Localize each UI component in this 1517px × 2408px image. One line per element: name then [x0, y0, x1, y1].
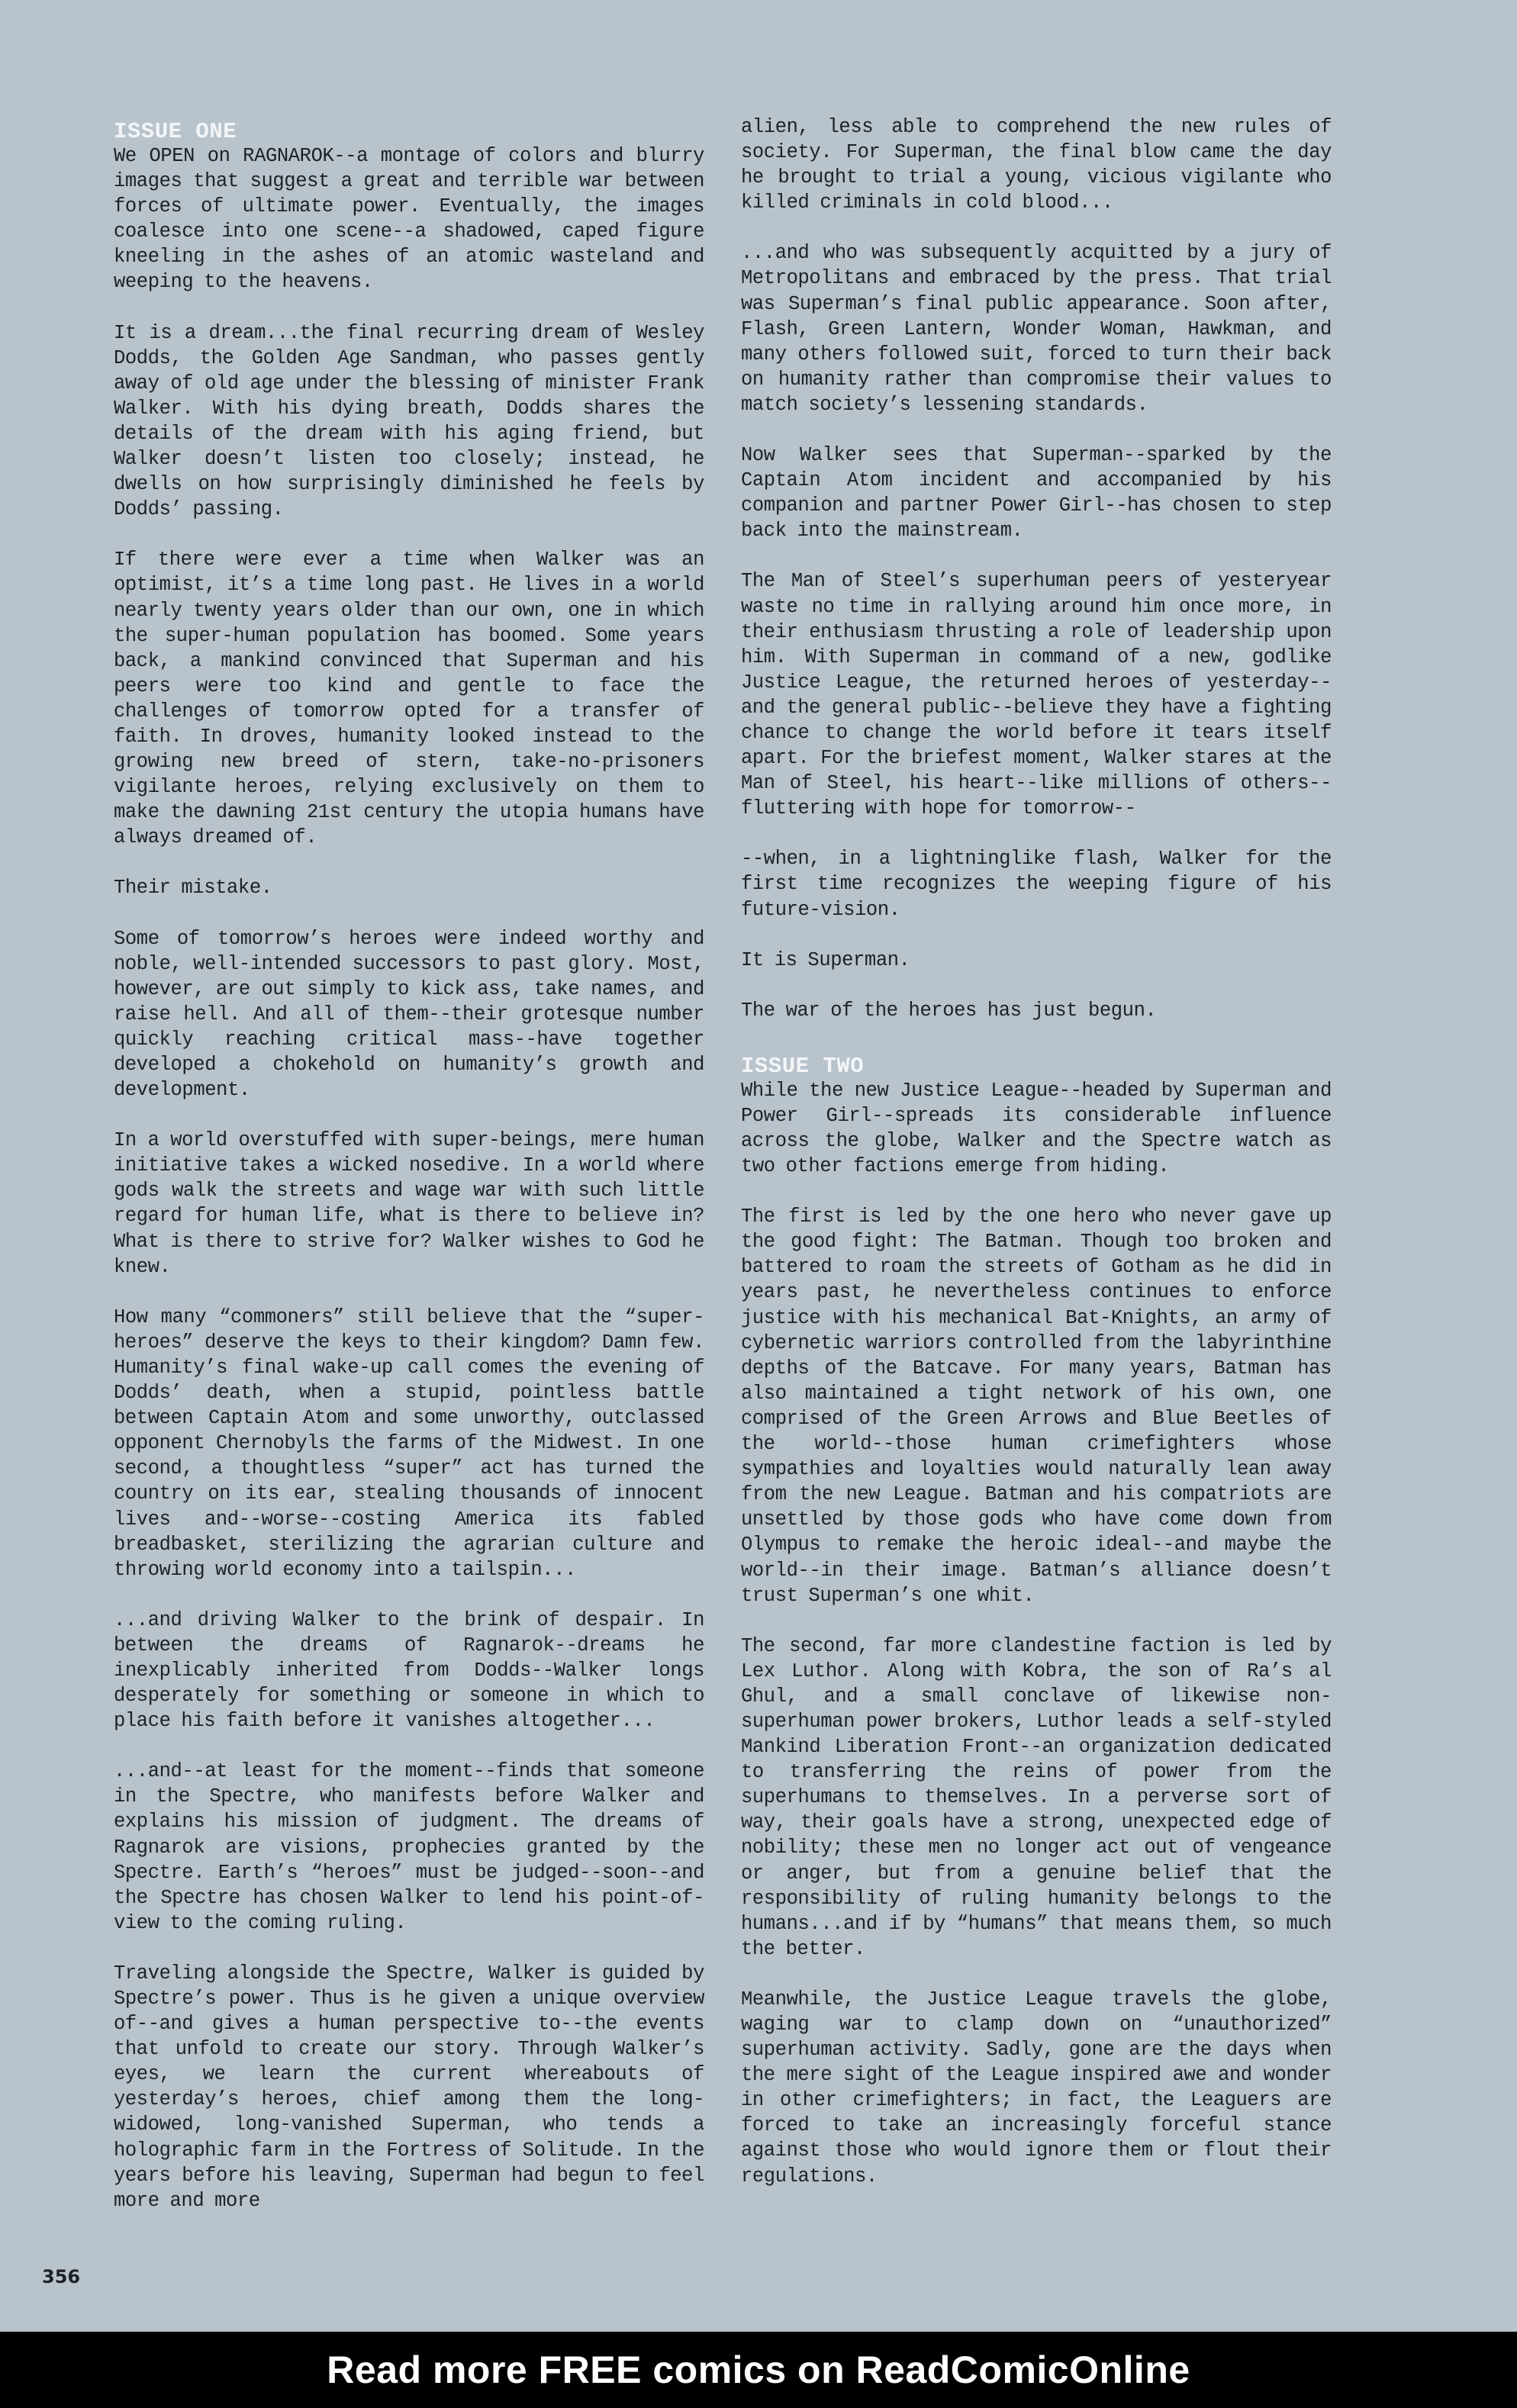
paragraph: In a world overstuffed with super-beings, mere human initiative takes a wicked nosedive. In a world where gods walk the streets and wage war with such little regard for human life, what is there to believe in? What is there to strive for? Walker wishes to God he knew. [114, 1129, 704, 1278]
paragraph: Traveling alongside the Spectre, Walker is guided by Spectre’s power. Thus is he given a unique overview of--and gives a human perspective to--the events that unfold to create our story. Through Walker’s eyes, we learn the current whereabouts of yesterday’s heroes, chief among them the long-widowed, long-vanished Superman, who tends a holographic farm in the Fortress of Solitude. In the years before his leaving, Superman had begun to feel more and more [114, 1962, 704, 2212]
issue-two-heading: ISSUE TWO [741, 1053, 865, 1079]
paragraph: The first is led by the one hero who never gave up the good fight: The Batman. Though too broken and battered to roam the streets of Gotham as he did in years past, he nevertheless continues to enforce justice with his mechanical Bat-Knights, an army of cybernetic warriors controlled from the labyrinthine depths of the Batcave. For many years, Batman has also maintained a tight network of his own, one comprised of the Green Arrows and Blue Beetles of the world--those human crimefighters whose sympathies and loyalties would naturally lean away from the new League. Batman and his compatriots are unsettled by those gods who have come down from Olympus to remake the heroic ideal--and maybe the world--in their image. Batman’s alliance doesn’t trust Superman’s one whit. [741, 1206, 1332, 1607]
paragraph: How many “commoners” still believe that the “super-heroes” deserve the keys to their kingdom? Damn few. Humanity’s final wake-up call comes the evening of Dodds’ death, when a stupid, pointless battle between Captain Atom and some unworthy, outclassed opponent Chernobyls the farms of the Midwest. In one second, a thoughtless “super” act has turned the country on its ear, stealing thousands of innocent lives and--worse--costing America its fabled breadbasket, sterilizing the agrarian culture and throwing world economy into a tailspin... [114, 1305, 704, 1581]
paragraph: alien, less able to comprehend the new rules of society. For Superman, the final blow came the day he brought to trial a young, vicious vigilante who killed criminals in cold blood... [741, 116, 1332, 214]
paragraph: The war of the heroes has just begun. [741, 999, 1157, 1022]
paragraph: ...and driving Walker to the brink of despair. In between the dreams of Ragnarok--dreams he inexplicably inherited from Dodds--Walker longs desperately for something or someone in which to place his faith before it vanishes altogether... [114, 1608, 704, 1733]
paragraph: Some of tomorrow’s heroes were indeed worthy and noble, well-intended successors to past glory. Most, however, are out simply to kick ass, take names, and raise hell. And all of them--their grotesque number quickly reaching critical mass--have together developed a chokehold on humanity’s growth and development. [114, 927, 704, 1102]
paragraph: The second, far more clandestine faction is led by Lex Luthor. Along with Kobra, the son of Ra’s al Ghul, and a small conclave of likewise non-superhuman power brokers, Luthor leads a self-styled Mankind Liberation Front--an organization dedicated to transferring the reins of power from the superhumans to themselves. In a perverse sort of way, their goals have a strong, unexpected edge of nobility; these men no longer act out of vengeance or anger, but from a genuine belief that the responsibility of ruling humanity belongs to the humans...and if by “humans” that means them, so much the better. [741, 1634, 1332, 1960]
paragraph: Meanwhile, the Justice League travels the globe, waging war to clamp down on “unauthorized” superhuman activity. Sadly, gone are the days when the mere sight of the League inspired awe and wonder in other crimefighters; in fact, the Leaguers are forced to take an increasingly forceful stance against those who would ignore them or flout their regulations. [741, 1988, 1332, 2187]
left-column [114, 114, 704, 2239]
paragraph: ...and who was subsequently acquitted by a jury of Metropolitans and embraced by the press. That trial was Superman’s final public appearance. Soon after, Flash, Green Lantern, Wonder Woman, Hawkman, and many others followed suit, forced to turn their back on humanity rather than compromise their values to match society’s lessening standards. [741, 242, 1332, 416]
footer-link-text[interactable]: Read more FREE comics on ReadComicOnline [327, 2348, 1190, 2391]
right-column [741, 114, 1332, 2214]
paragraph: While the new Justice League--headed by Superman and Power Girl--spreads its considerable influence across the globe, Walker and the Spectre watch as two other factions emerge from hiding. [741, 1079, 1332, 1178]
issue-one-heading: ISSUE ONE [114, 119, 237, 144]
page-number: 356 [42, 2266, 81, 2287]
paragraph: We OPEN on RAGNAROK--a montage of colors and blurry images that suggest a great and terrible war between forces of ultimate power. Eventually, the images coalesce into one scene--a shadowed, caped figure kneeling in the ashes of an atomic wasteland and weeping to the heavens. [114, 145, 704, 294]
paragraph: It is Superman. [741, 948, 910, 971]
paragraph: The Man of Steel’s superhuman peers of yesteryear waste no time in rallying around him once more, in their enthusiasm thrusting a role of leadership upon him. With Superman in command of a new, godlike Justice League, the returned heroes of yesterday--and the general public--believe they have a fighting chance to change the world before it tears itself apart. For the briefest moment, Walker stares at the Man of Steel, his heart--like millions of others--fluttering with hope for tomorrow-- [741, 570, 1332, 820]
footer-banner[interactable] [0, 2332, 1517, 2408]
paragraph: --when, in a lightninglike flash, Walker for the first time recognizes the weeping figure of his future-vision. [741, 848, 1332, 921]
paragraph: Now Walker sees that Superman--sparked by the Captain Atom incident and accompanied by his companion and partner Power Girl--has chosen to step back into the mainstream. [741, 444, 1332, 542]
paragraph: Their mistake. [114, 877, 272, 900]
paragraph: If there were ever a time when Walker was an optimist, it’s a time long past. He lives in a world nearly twenty years older than our own, one in which the super-human population has boomed. Some years back, a mankind convinced that Superman and his peers were too kind and gentle to face the challenges of tomorrow opted for a transfer of faith. In droves, humanity looked instead to the growing new breed of stern, take-no-prisoners vigilante heroes, relying exclusively on them to make the dawning 21st century the utopia humans have always dreamed of. [114, 549, 704, 849]
paragraph: ...and--at least for the moment--finds that someone in the Spectre, who manifests before Walker and explains his mission of judgment. The dreams of Ragnarok are visions, prophecies granted by the Spectre. Earth’s “heroes” must be judged--soon--and the Spectre has chosen Walker to lend his point-of-view to the coming ruling. [114, 1760, 704, 1934]
paragraph: It is a dream...the final recurring dream of Wesley Dodds, the Golden Age Sandman, who passes gently away of old age under the blessing of minister Frank Walker. With his dying breath, Dodds shares the details of the dream with his aging friend, but Walker doesn’t listen too closely; instead, he dwells on how surprisingly diminished he feels by Dodds’ passing. [114, 321, 704, 521]
